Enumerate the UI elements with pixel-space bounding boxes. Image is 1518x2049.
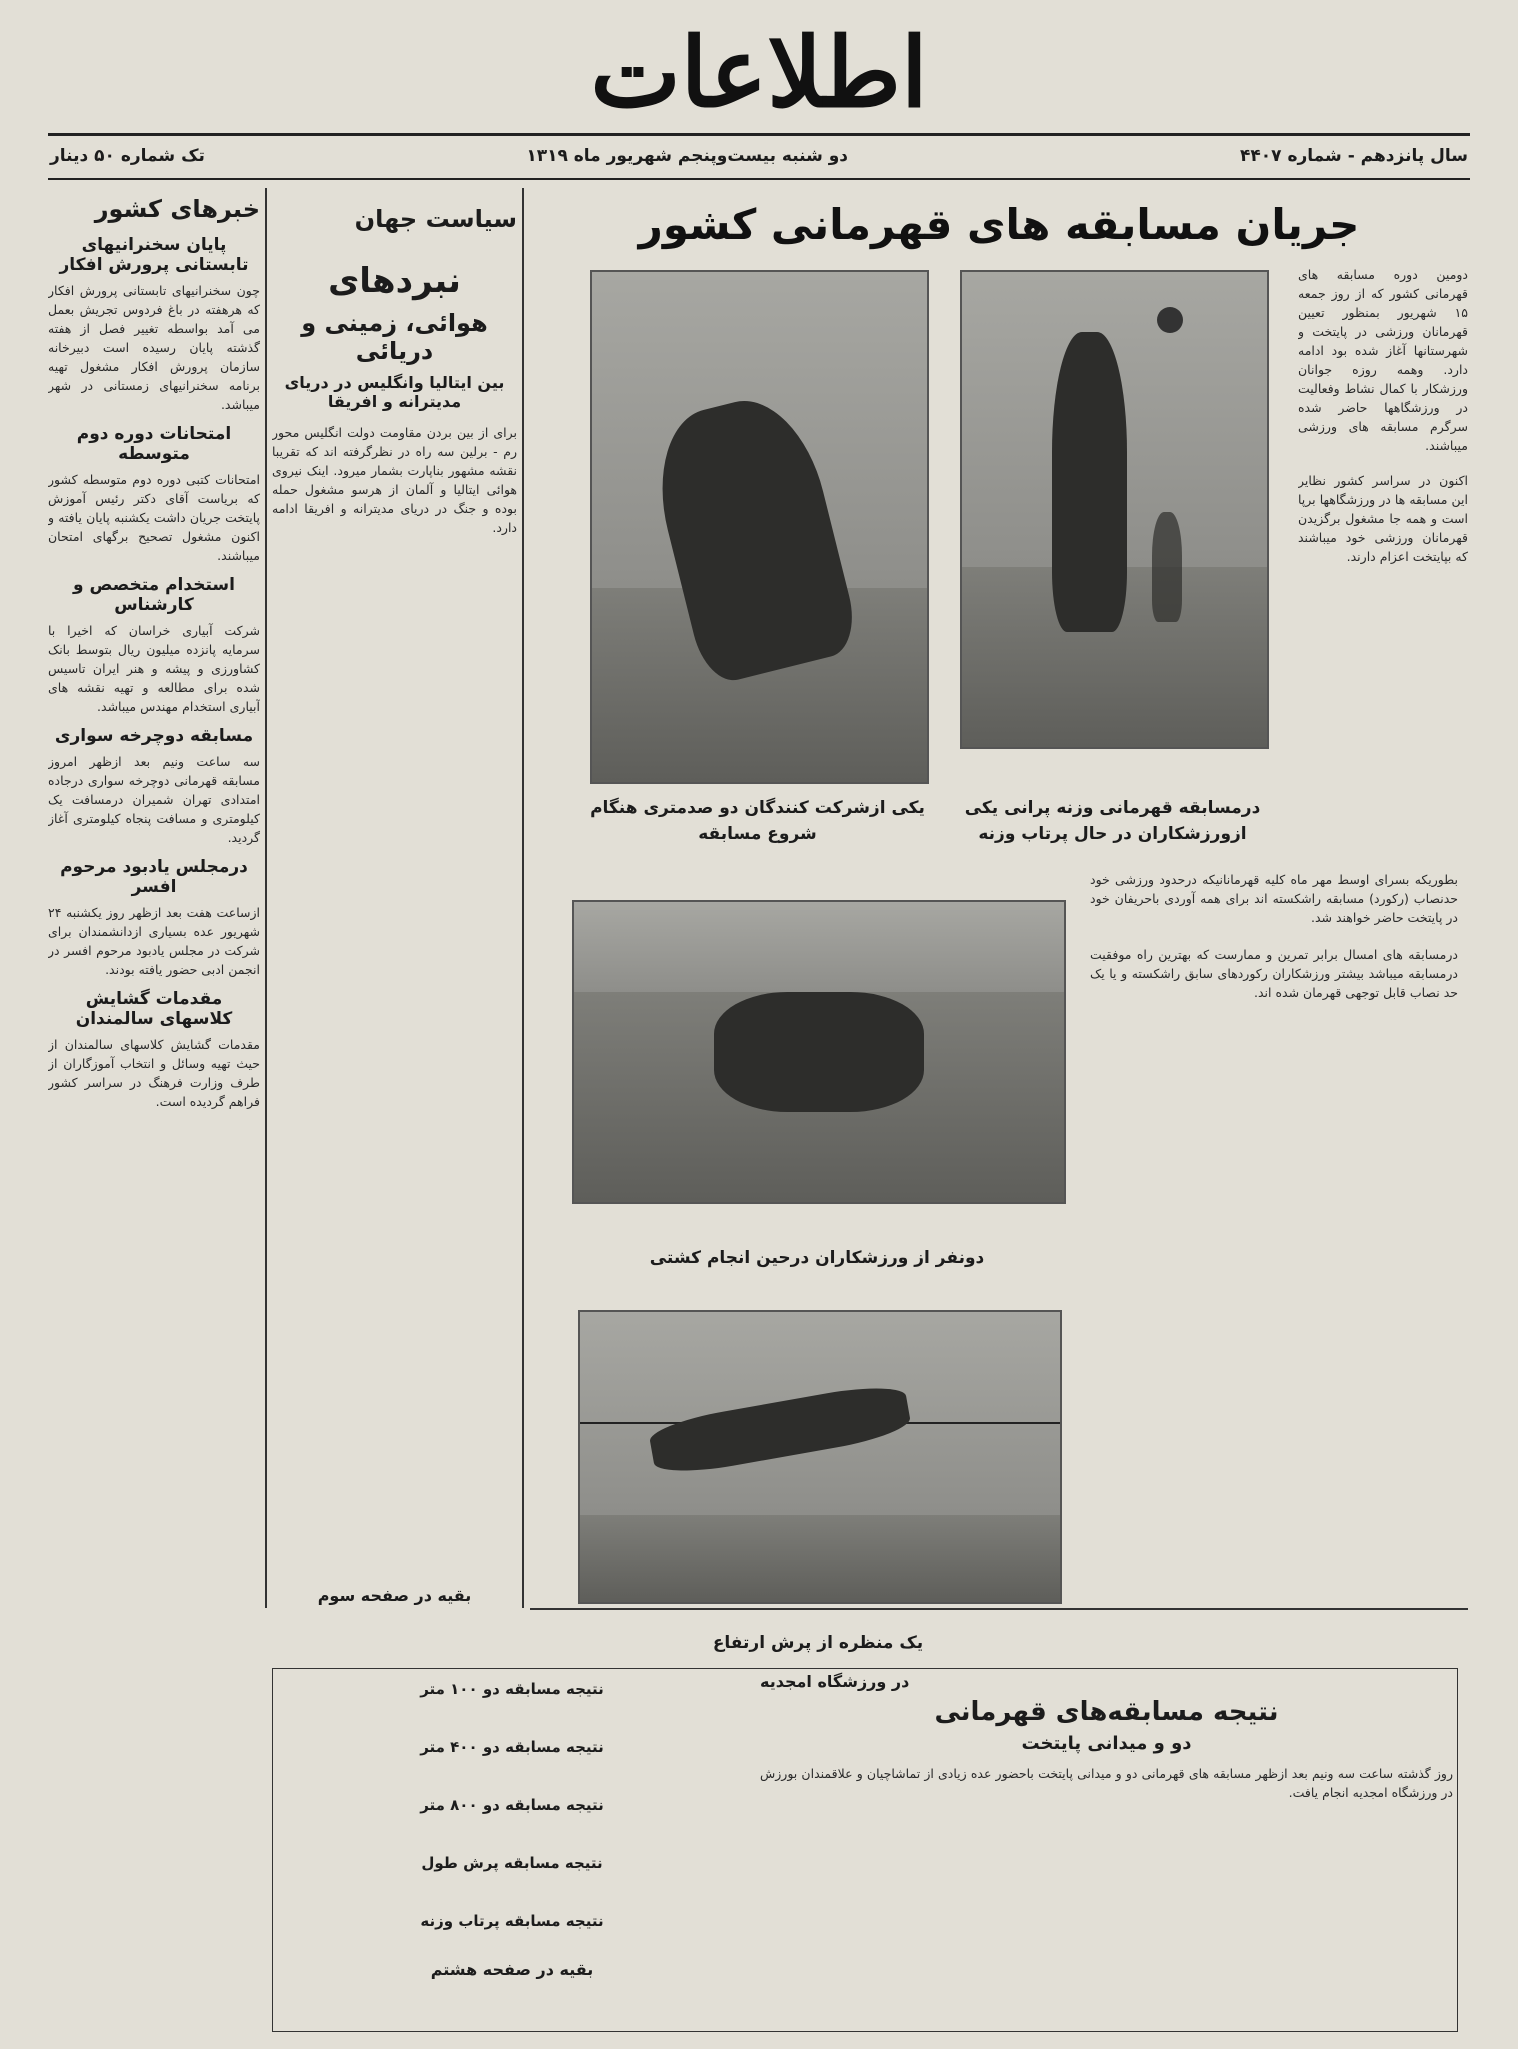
photo-wrestling: [572, 900, 1066, 1204]
news-body: ازساعت هفت بعد ازظهر روز یکشنبه ۲۴ شهریور عده بسیاری ازدانشمندان برای شرکت در مجلس یادبود مرحوم افسر در انجمن ادبی حضور یافته بودند.: [48, 905, 260, 977]
lead-column: [1298, 265, 1468, 865]
section-rule: [530, 1608, 1468, 1610]
news-item: [48, 424, 260, 565]
news-item: [48, 575, 260, 716]
main-body-column: [1090, 870, 1458, 1600]
column-rule: [522, 188, 524, 1608]
photo-caption: دونفر از ورزشکاران درحین انجام کشتی: [649, 1248, 985, 1268]
news-title: پایان سخنرانیهای تابستانی پرورش افکار: [59, 235, 249, 275]
results-body: روز گذشته ساعت سه ونیم بعد ازظهر مسابقه های قهرمانی دو و میدانی پایتخت باحضور عده زیادی از تماشاچیان و علاقمندان بورزش در ورزشگاه امجدیه انجام یافت.: [760, 1766, 1453, 1800]
lead-text-2: اکنون در سراسر کشور نظایر این مسابقه ها در ورزشگاهها برپا است و همه جا مشغول برگزیدن قهرمانان ورزشی خود میباشند که بپایتخت اعزام دارند.: [1298, 473, 1468, 564]
column-rule: [265, 188, 267, 1608]
results-header: [760, 1672, 1453, 2027]
news-title: مقدمات گشایش کلاسهای سالمندان: [75, 989, 233, 1029]
news-title: استخدام متخصص و کارشناس: [73, 575, 235, 615]
masthead: اطلاعات: [590, 16, 928, 129]
politics-subtitle: بین ایتالیا وانگلیس در دریای مدیترانه و افریقا: [284, 373, 505, 411]
issue-date: دو شنبه بیست‌و‌پنجم شهریور ماه ۱۳۱۹: [526, 146, 848, 166]
issue-number: سال پانزدهم - شماره ۴۴۰۷: [1240, 146, 1468, 166]
politics-continued: بقیه در صفحه سوم: [317, 1586, 472, 1605]
news-title: درمجلس یادبود مرحوم افسر: [60, 857, 248, 897]
masthead-rule: [48, 133, 1470, 136]
news-body: سه ساعت ونیم بعد ازظهر امروز مسابقه قهرمانی دوچرخه سواری درجاده امتدادی تهران شمیران درمسافت یک کیلومتری و مسافت پنجاه کیلومتری آغاز گردید.: [48, 754, 260, 845]
dateline: [50, 140, 1468, 174]
news-item: [48, 857, 260, 979]
results-800m: نتیجه مسابقه دو ۸۰۰ متر: [420, 1796, 604, 1814]
news-item: [48, 726, 260, 847]
results-continued: بقیه در صفحه هشتم: [430, 1960, 594, 1979]
dateline-rule: [48, 178, 1470, 180]
photo-high-jump: [578, 1310, 1062, 1604]
news-item: [48, 235, 260, 414]
results-subtitle: دو و میدانی پایتخت: [1021, 1733, 1192, 1754]
news-body: شرکت آبیاری خراسان که اخیرا با سرمایه پانزده میلیون ریال بتوسط بانک کشاورزی و پیشه و هنر ایران تاسیس شده برای مطالعه و تهیه نقشه های آبیاری استخدام مهندس میباشد.: [48, 623, 260, 714]
results-100m: نتیجه مسابقه دو ۱۰۰ متر: [420, 1680, 604, 1698]
news-body: چون سخنرانیهای تابستانی پرورش افکار که هرهفته در باغ فردوس تجریش بعمل می آمد بواسطه تغییر فصل از هفته گذشته پایان رسیده است دبیرخانه سازمان پرورش افکار مشغول تهیه برنامه سخنرانیهای زمستانی در شهر میباشد.: [48, 283, 260, 412]
results-columns: [272, 1672, 752, 2027]
news-column: [48, 195, 260, 2035]
photo-caption: درمسابقه قهرمانی وزنه پرانی یکی ازورزشکاران در حال پرتاب وزنه: [964, 798, 1261, 844]
news-rubric: خبرهای کشور: [94, 195, 260, 223]
results-400m: نتیجه مسابقه دو ۴۰۰ متر: [420, 1738, 604, 1756]
politics-rubric: سیاست جهان: [354, 205, 517, 233]
politics-title-2: هوائی، زمینی و دریائی: [301, 309, 488, 365]
photo-sprinter: [590, 270, 929, 784]
issue-price: تک شماره ۵۰ دینار: [50, 146, 205, 166]
news-title: امتحانات دوره دوم متوسطه: [76, 424, 232, 464]
photo-caption: یکی ازشرکت کنندگان دو صدمتری هنگام شروع مسابقه: [590, 798, 925, 844]
main-headline: جریان مسابقه های قهرمانی کشور: [638, 200, 1360, 249]
news-body: امتحانات کتبی دوره دوم متوسطه کشور که بریاست آقای دکتر رئیس آموزش پایتخت جریان داشت یکشنبه پایان یافته و اکنون مشغول تصحیح برگهای امتحان میباشند.: [48, 472, 260, 563]
news-body: مقدمات گشایش کلاسهای سالمندان از حیث تهیه وسائل و انتخاب آموزگاران از طرف وزارت فرهنگ در سراسر کشور فراهم گردیده است.: [48, 1037, 260, 1109]
lead-text: دومین دوره مسابقه های قهرمانی کشور که از روز جمعه ۱۵ شهریور بمنظور تعیین قهرمانان ورزشی در پایتخت و شهرستانها آغاز شده بود ادامه دارد. وهمه روزه جوانان ورزشکار با کمال نشاط وفعالیت در ورزشگاهها حاضر شده سرگرم مسابقه های ورزشی میباشند.: [1298, 267, 1468, 453]
photo-caption: یک منظره از پرش ارتفاع: [712, 1633, 924, 1653]
results-rubric: در ورزشگاه امجدیه: [760, 1672, 910, 1691]
results-title: نتیجه مسابقه‌های قهرمانی: [934, 1697, 1279, 1727]
main-body-text-2: درمسابقه های امسال برابر تمرین و ممارست که بهترین راه موفقیت درمسابقه میباشد بیشتر ورزشکاران رکوردهای سابق راشکسته و یا یک حد نصاب قابل توجهی قهرمان شده اند.: [1090, 947, 1458, 1000]
politics-body: برای از بین بردن مقاومت دولت انگلیس محور رم - برلین سه راه در نظرگرفته اند که تقریبا نقشه مشهور بناپارت بشمار میرود. اینک نیروی هوائی ایتالیا و آلمان از هرسو مشغول حمله بوده و جنگ در دریای مدیترانه و افریقا ادامه دارد.: [272, 425, 517, 535]
politics-title: نبردهای: [328, 261, 461, 301]
results-shot-put: نتیجه مسابقه پرتاب وزنه: [420, 1912, 604, 1930]
politics-column: [272, 205, 517, 1605]
main-body-text: بطوریکه بسرای اوسط مهر ماه کلیه قهرمانانیکه درحدود ورزشی خود حدنصاب (رکورد) مسابقه راشکسته اند برای همه آوردی باحریفان خود در پایتخت حاضر خواهند شد.: [1090, 872, 1458, 925]
news-item: [48, 989, 260, 1111]
news-title: مسابقه دوچرخه سواری: [54, 726, 254, 746]
photo-shot-put: [960, 270, 1269, 749]
results-long-jump: نتیجه مسابقه پرش طول: [421, 1854, 603, 1872]
